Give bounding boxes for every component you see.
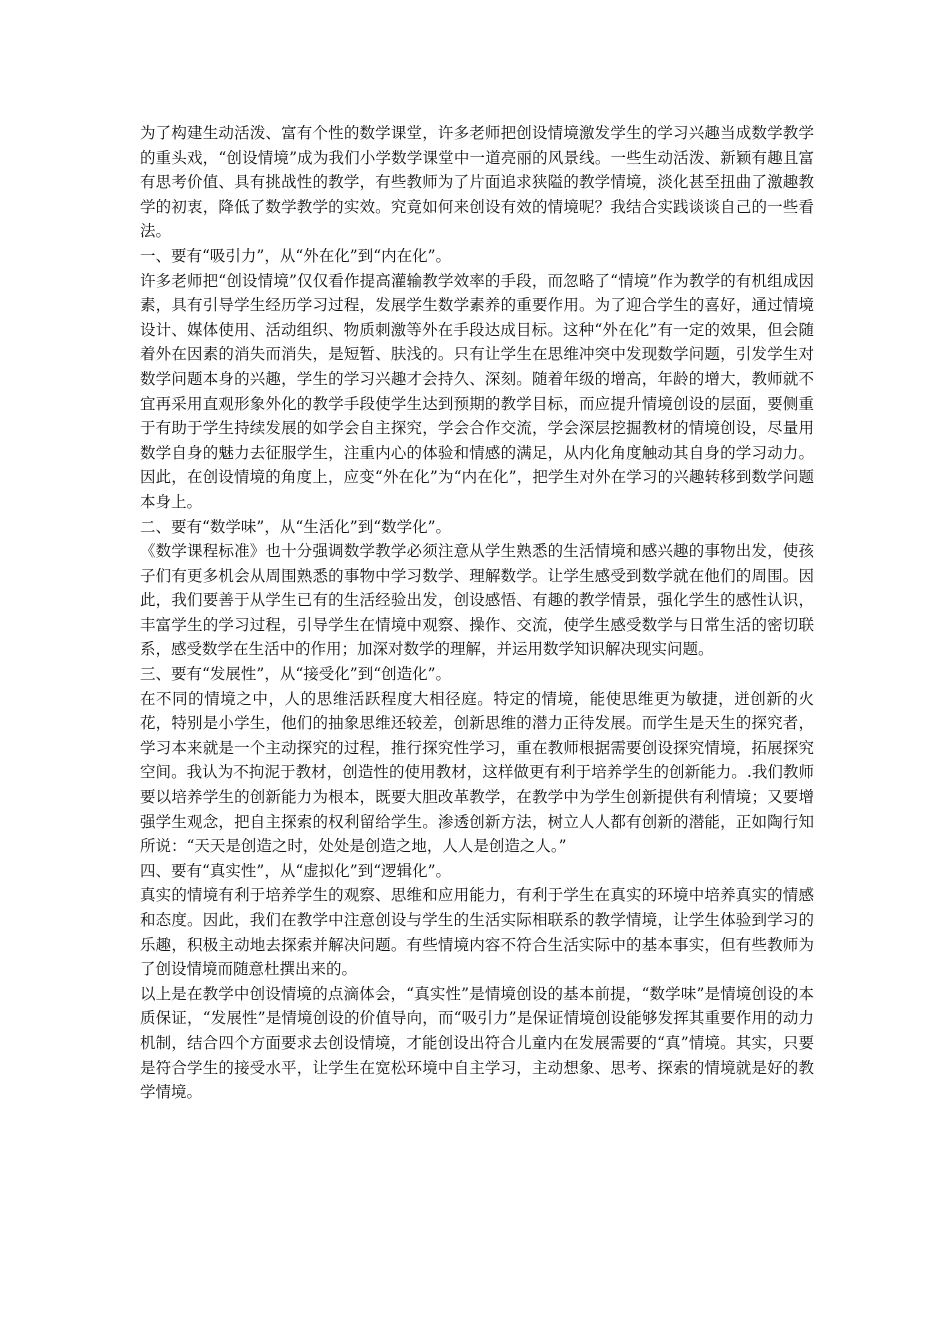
section-heading-3: 三、要有“发展性”，从“接受化”到“创造化”。: [140, 665, 452, 684]
section-3-paragraph: 在不同的情境之中，人的思维活跃程度大相径庭。特定的情境，能使思维更为敏捷，迸创新的火花，特别是小学生，他们的抽象思维还较差，创新思维的潜力正待发展。而学生是天生的探究者，学习本来就是一个主动探究的过程，推行探究性学习，重在教师根据需要创设探究情境，拓展探究空间。我认为不拘泥于教材，创造性的使用教材，这样做更有利于培养学生的创新能力。.我们教师要以培养学生的创新能力为根本，既要大胆改革教学，在教学中为学生创新提供有利情境；又要增强学生观念，把自主探索的权利留给学生。渗透创新方法，树立人人都有创新的潜能，正如陶行知所说：“天天是创造之时，处处是创造之地，人人是创造之人。”: [140, 689, 814, 856]
section-1-paragraph: 许多老师把“创设情境”仅仅看作提高灌输教学效率的手段，而忽略了“情境”作为教学的有机组成因素，具有引导学生经历学习过程，发展学生数学素养的重要作用。为了迎合学生的喜好，通过情境设计、媒体使用、活动组织、物质刺激等外在手段达成目标。这种“外在化”有一定的效果，但会随着外在因素的消失而消失，是短暂、肤浅的。只有让学生在思维冲突中发现数学问题，引发学生对数学问题本身的兴趣，学生的学习兴趣才会持久、深刻。随着年级的增高，年龄的增大，教师就不宜再采用直观形象外化的教学手段使学生达到预期的教学目标，而应提升情境创设的层面，要侧重于有助于学生持续发展的如学会自主探究，学会合作交流，学会深层挖掘教材的情境创设，尽量用数学自身的魅力去征服学生，注重内心的体验和情感的满足，从内化角度触动其自身的学习动力。因此，在创设情境的角度上，应变“外在化”为“内在化”，把学生对外在学习的兴趣转移到数学问题本身上。: [140, 271, 814, 511]
document-body: [140, 121, 814, 1105]
conclusion-paragraph: 以上是在教学中创设情境的点滴体会，“真实性”是情境创设的基本前提，“数学味”是情境创设的本质保证，“发展性”是情境创设的价值导向，而“吸引力”是保证情境创设能够发挥其重要作用的动力机制，结合四个方面要求去创设情境，才能创设出符合儿童内在发展需要的“真”情境。其实，只要是符合学生的接受水平，让学生在宽松环境中自主学习，主动想象、思考、探索的情境就是好的教学情境。: [140, 984, 814, 1102]
section-4-paragraph: 真实的情境有利于培养学生的观察、思维和应用能力，有利于学生在真实的环境中培养真实的情感和态度。因此，我们在教学中注意创设与学生的生活实际相联系的教学情境，让学生体验到学习的乐趣，积极主动地去探索并解决问题。有些情境内容不符合生活实际中的基本事实，但有些教师为了创设情境而随意杜撰出来的。: [140, 886, 814, 979]
intro-paragraph: 为了构建生动活泼、富有个性的数学课堂，许多老师把创设情境激发学生的学习兴趣当成数学教学的重头戏，“创设情境”成为我们小学数学课堂中一道亮丽的风景线。一些生动活泼、新颖有趣且富有思考价值、具有挑战性的教学，有些教师为了片面追求狭隘的教学情境，淡化甚至扭曲了激趣教学的初衷，降低了数学教学的实效。究竟如何来创设有效的情境呢？我结合实践谈谈自己的一些看法。: [140, 124, 814, 241]
section-heading-2: 二、要有“数学味”，从“生活化”到“数学化”。: [140, 517, 452, 536]
section-heading-4: 四、要有“真实性”，从“虚拟化”到“逻辑化”。: [140, 861, 452, 880]
section-2-paragraph: 《数学课程标准》也十分强调数学教学必须注意从学生熟悉的生活情境和感兴趣的事物出发，使孩子们有更多机会从周围熟悉的事物中学习数学、理解数学。让学生感受到数学就在他们的周围。因此，我们要善于从学生已有的生活经验出发，创设感悟、有趣的教学情景，强化学生的感性认识，丰富学生的学习过程，引导学生在情境中观察、操作、交流，使学生感受数学与日常生活的密切联系，感受数学在生活中的作用；加深对数学的理解，并运用数学知识解决现实问题。: [140, 542, 814, 659]
section-heading-1: 一、要有“吸引力”，从“外在化”到“内在化”。: [140, 246, 452, 265]
